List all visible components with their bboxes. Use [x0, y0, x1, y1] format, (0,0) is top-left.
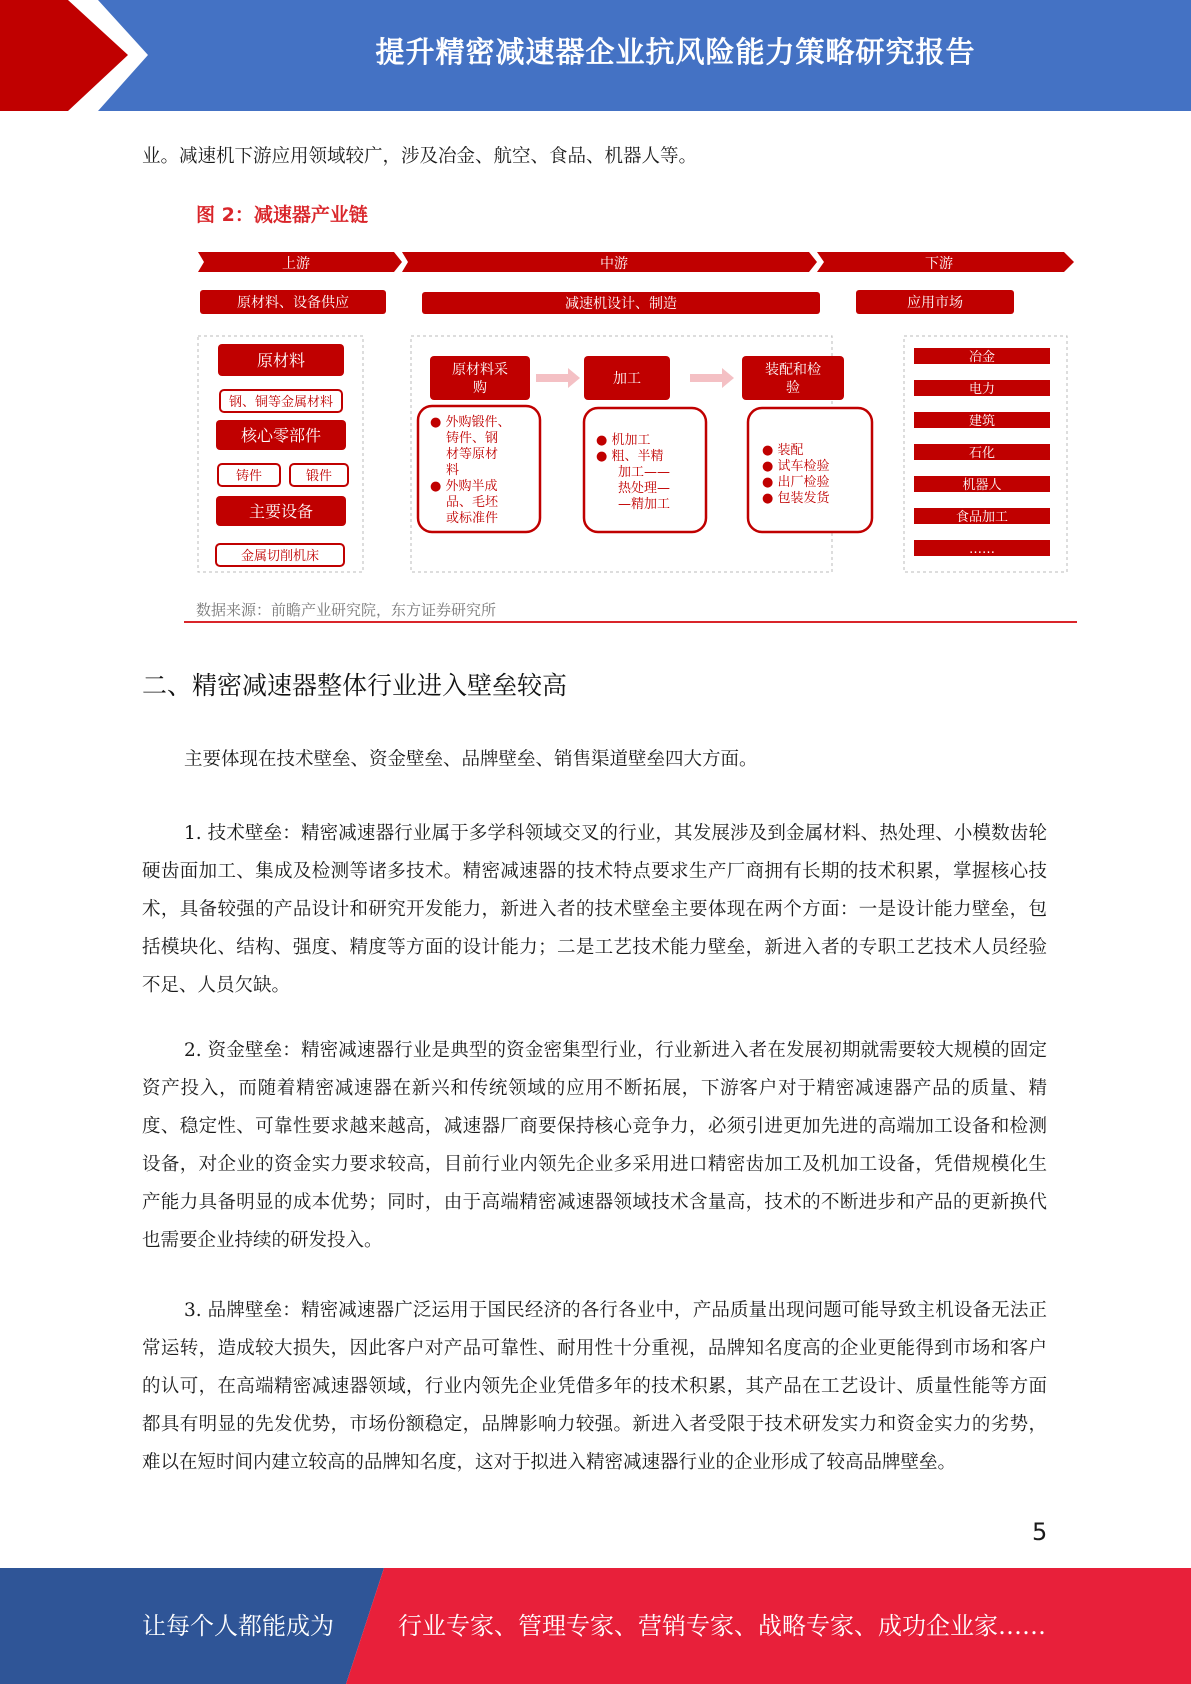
upstream-core-a: 铸件 [235, 469, 263, 484]
stage-box-label: 应用市场 [907, 295, 963, 311]
mid-list1-item: 铸件、钢 [446, 431, 499, 446]
mid-step1: 原材料采 [452, 362, 508, 378]
mid-list1-item: ● 外购半成 [430, 479, 498, 494]
mid-list3-item: ● 包装发货 [762, 491, 830, 506]
mid-list3-item: ● 试车检验 [762, 459, 830, 474]
section-heading: 二、精密减速器整体行业进入壁垒较高 [142, 671, 568, 700]
upstream-raw-sub: 钢、铜等金属材料 [228, 395, 334, 410]
footer-slogan-left: 让每个人都能成为 [142, 1612, 334, 1640]
mid-step2: 加工 [613, 371, 641, 387]
stage-box-label: 减速机设计、制造 [565, 296, 677, 312]
upstream-core: 核心零部件 [240, 426, 322, 445]
stage-box-label: 原材料、设备供应 [237, 295, 349, 311]
upstream-raw: 原材料 [256, 351, 306, 370]
intro-line: 业。减速机下游应用领域较广，涉及冶金、航空、食品、机器人等。 [142, 146, 698, 167]
paragraph: 主要体现在技术壁垒、资金壁垒、品牌壁垒、销售渠道壁垒四大方面。 [184, 749, 758, 770]
upstream-equip: 主要设备 [248, 502, 314, 521]
downstream-label: 机器人 [962, 478, 1002, 493]
mid-step3: 验 [786, 380, 800, 396]
page-number: 5 [1032, 1518, 1048, 1546]
upstream-equip-sub: 金属切削机床 [240, 549, 320, 564]
mid-list1-item: 品、毛坯 [446, 495, 499, 510]
header-arrow-icon [0, 0, 170, 111]
mid-list1-item: 或标准件 [446, 511, 499, 526]
downstream-label: 建筑 [968, 414, 996, 429]
industry-chain-figure [184, 190, 1077, 623]
mid-list1-item: ● 外购锻件、 [430, 415, 511, 430]
downstream-label: 冶金 [968, 350, 996, 365]
mid-list3-item: ● 出厂检验 [762, 475, 830, 490]
stage-label: 中游 [600, 256, 628, 272]
downstream-label: 食品加工 [955, 510, 1009, 525]
paragraph: 1. 技术壁垒：精密减速器行业属于多学科领域交叉的行业，其发展涉及到金属材料、热处理、小模数齿轮硬齿面加工、集成及检测等诸多技术。精密减速器的技术特点要求生产厂商拥有长期的技术积累，掌握核心技术，具备较强的产品设计和研究开发能力，新进入者的技术壁垒主要体现在两个方面：一是设计能力壁垒，包括模块化、结构、强度、精度等方面的设计能力；二是工艺技术能力壁垒，新进入者的专职工艺技术人员经验不足、人员欠缺。 [142, 823, 1047, 996]
mid-list2-item: ● 机加工 [596, 433, 651, 448]
mid-list3-item: ● 装配 [762, 443, 804, 458]
page-footer [0, 1568, 1191, 1684]
paragraph: 3. 品牌壁垒：精密减速器广泛运用于国民经济的各行各业中，产品质量出现问题可能导致主机设备无法正常运转，造成较大损失，因此客户对产品可靠性、耐用性十分重视，品牌知名度高的企业更能得到市场和客户的认可，在高端精密减速器领域，行业内领先企业凭借多年的技术积累，其产品在工艺设计、质量性能等方面都具有明显的先发优势，市场份额稳定，品牌影响力较强。新进入者受限于技术研发实力和资金实力的劣势，难以在短时间内建立较高的品牌知名度，这对于拟进入精密减速器行业的企业形成了较高品牌壁垒。 [142, 1300, 1047, 1473]
upstream-core-b: 锻件 [305, 469, 333, 484]
figure-divider [184, 621, 1077, 623]
mid-list2-item: ● 粗、半精 [596, 449, 664, 464]
downstream-label: 电力 [968, 382, 996, 397]
footer-slogan-right: 行业专家、管理专家、营销专家、战略专家、成功企业家…… [398, 1612, 1046, 1640]
downstream-label: …… [969, 542, 995, 557]
page-header [0, 0, 1191, 111]
figure-title: 图 2：减速器产业链 [196, 204, 368, 226]
industry-chain-diagram [184, 190, 1077, 595]
mid-list2-item: —精加工 [618, 497, 671, 512]
mid-step1: 购 [473, 380, 487, 396]
mid-list1-item: 料 [446, 463, 460, 478]
downstream-label: 石化 [968, 446, 996, 461]
report-title: 提升精密减速器企业抗风险能力策略研究报告 [375, 35, 976, 69]
figure-source: 数据来源：前瞻产业研究院，东方证券研究所 [196, 601, 497, 619]
stage-label: 下游 [925, 256, 953, 272]
mid-step3: 装配和检 [765, 362, 821, 378]
mid-list1-item: 材等原材 [446, 447, 499, 462]
mid-list2-item: 热处理— [618, 481, 671, 496]
stage-label: 上游 [282, 256, 310, 272]
mid-list2-item: 加工—— [618, 465, 671, 480]
paragraph: 2. 资金壁垒：精密减速器行业是典型的资金密集型行业，行业新进入者在发展初期就需要较大规模的固定资产投入，而随着精密减速器在新兴和传统领域的应用不断拓展，下游客户对于精密减速器产品的质量、精度、稳定性、可靠性要求越来越高，减速器厂商要保持核心竞争力，必须引进更加先进的高端加工设备和检测设备，对企业的资金实力要求较高，目前行业内领先企业多采用进口精密齿加工及机加工设备，凭借规模化生产能力具备明显的成本优势；同时，由于高端精密减速器领域技术含量高，技术的不断进步和产品的更新换代也需要企业持续的研发投入。 [142, 1040, 1047, 1251]
